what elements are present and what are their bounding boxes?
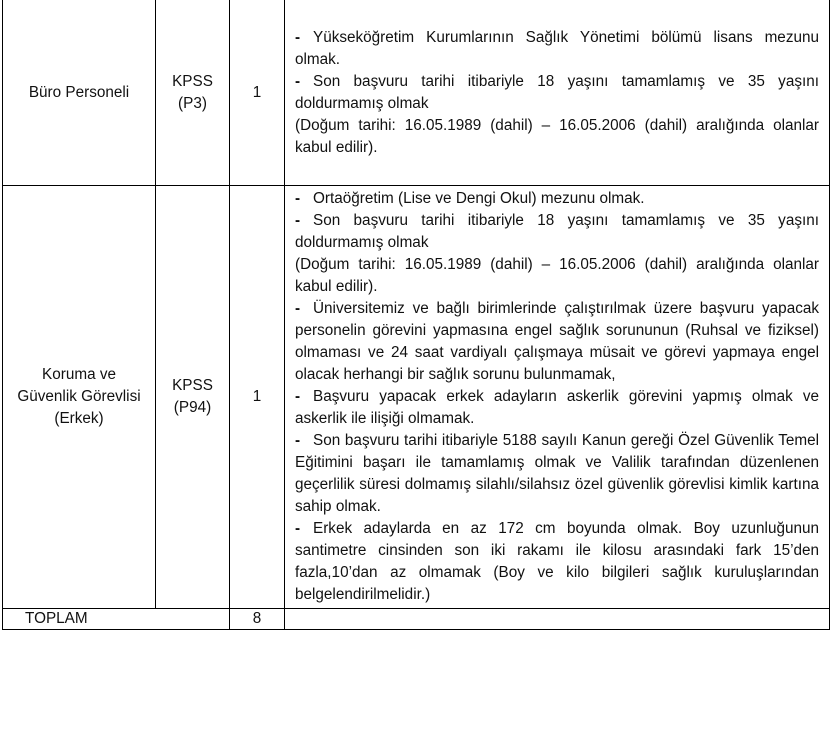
table-row xyxy=(3,0,830,186)
requirement-text: (Doğum tarihi: 16.05.1989 (dahil) – 16.05.2006 (dahil) aralığında olanlar kabul edilir). xyxy=(295,116,819,156)
position-name-line: (Erkek) xyxy=(54,410,104,427)
requirement-item xyxy=(295,430,819,518)
exam-cell xyxy=(156,0,230,186)
requirement-text: (Doğum tarihi: 16.05.1989 (dahil) – 16.05.2006 (dahil) aralığında olanlar kabul edilir). xyxy=(295,256,819,295)
table-row xyxy=(3,186,830,609)
position-name-line: Koruma ve xyxy=(42,366,116,383)
requirement-item xyxy=(295,518,819,606)
bullet-icon: - xyxy=(295,520,301,537)
staff-requirements-table xyxy=(2,0,830,630)
bullet-icon: - xyxy=(295,190,301,207)
bullet-icon: - xyxy=(295,388,301,405)
bullet-icon: - xyxy=(295,432,301,449)
total-label-cell xyxy=(3,609,230,630)
requirement-item xyxy=(295,298,819,386)
requirement-text: Son başvuru tarihi itibariyle 18 yaşını tamamlamış ve 35 yaşını doldurmamış olmak xyxy=(295,72,819,112)
requirement-text: Son başvuru tarihi itibariyle 5188 sayılı Kanun gereği Özel Güvenlik Temel Eğitimini başarı ile tamamlamış olmak ve Valilik tarafından düzenlenen geçerlilik süresi dolmamış silahlı/silahsız özel güvenlik görevlisi kimlik kartına sahip olmak. xyxy=(295,432,819,515)
position-name: Büro Personeli xyxy=(28,83,130,101)
requirement-text: Üniversitemiz ve bağlı birimlerinde çalıştırılmak üzere başvuru yapacak personelin görevini yapmasına engel sağlık sorununun (Ruhsal ve fiziksel) olmaması ve 24 saat vardiyalı çalışmaya müsait ve görevi yapmaya engel olacak herhangi bir sağlık sorunu bulunmamak, xyxy=(295,300,819,383)
requirement-text: Son başvuru tarihi itibariyle 18 yaşını tamamlamış ve 35 yaşını doldurmamış olmak xyxy=(295,212,819,251)
bullet-icon: - xyxy=(295,300,301,317)
total-empty-cell xyxy=(285,609,830,630)
position-name-line: Güvenlik Görevlisi xyxy=(17,388,141,405)
quantity-value: 1 xyxy=(252,83,262,101)
position-cell xyxy=(3,186,156,609)
quantity-cell xyxy=(230,0,285,186)
requirement-item xyxy=(295,71,819,115)
requirement-text: Başvuru yapacak erkek adayların askerlik görevini yapmış olmak ve askerlik ile ilişiği olmamak. xyxy=(295,388,819,427)
requirement-text: Ortaöğretim (Lise ve Dengi Okul) mezunu olmak. xyxy=(313,190,645,207)
requirement-item xyxy=(295,27,819,71)
exam-type: KPSS xyxy=(172,377,213,394)
total-row xyxy=(3,609,830,630)
exam-code: (P3) xyxy=(178,94,207,112)
quantity-value: 1 xyxy=(252,388,262,405)
exam-cell xyxy=(156,186,230,609)
requirement-item xyxy=(295,188,819,210)
requirement-text: Erkek adaylarda en az 172 cm boyunda olmak. Boy uzunluğunun santimetre cinsinden son iki rakamı ile kilosu arasındaki fark 15’den fazla,10’dan az olmamak (Boy ve kilo bilgileri sağlık kuruluşlarından belgelendirilmelidir.) xyxy=(295,520,819,603)
total-label: TOPLAM xyxy=(25,610,88,627)
quantity-cell xyxy=(230,186,285,609)
bullet-icon: - xyxy=(295,28,301,46)
bullet-icon: - xyxy=(295,72,301,90)
requirements-cell xyxy=(285,0,830,186)
requirement-item xyxy=(295,254,819,298)
position-cell xyxy=(3,0,156,186)
requirements-cell xyxy=(285,186,830,609)
requirement-item xyxy=(295,386,819,430)
exam-code: (P94) xyxy=(173,399,212,416)
requirement-text: Yükseköğretim Kurumlarının Sağlık Yönetimi bölümü lisans mezunu olmak. xyxy=(295,28,819,68)
requirement-item xyxy=(295,210,819,254)
total-value-cell xyxy=(230,609,285,630)
bullet-icon: - xyxy=(295,212,301,229)
exam-type: KPSS xyxy=(172,72,213,90)
requirement-item xyxy=(295,115,819,159)
total-value: 8 xyxy=(252,610,262,627)
